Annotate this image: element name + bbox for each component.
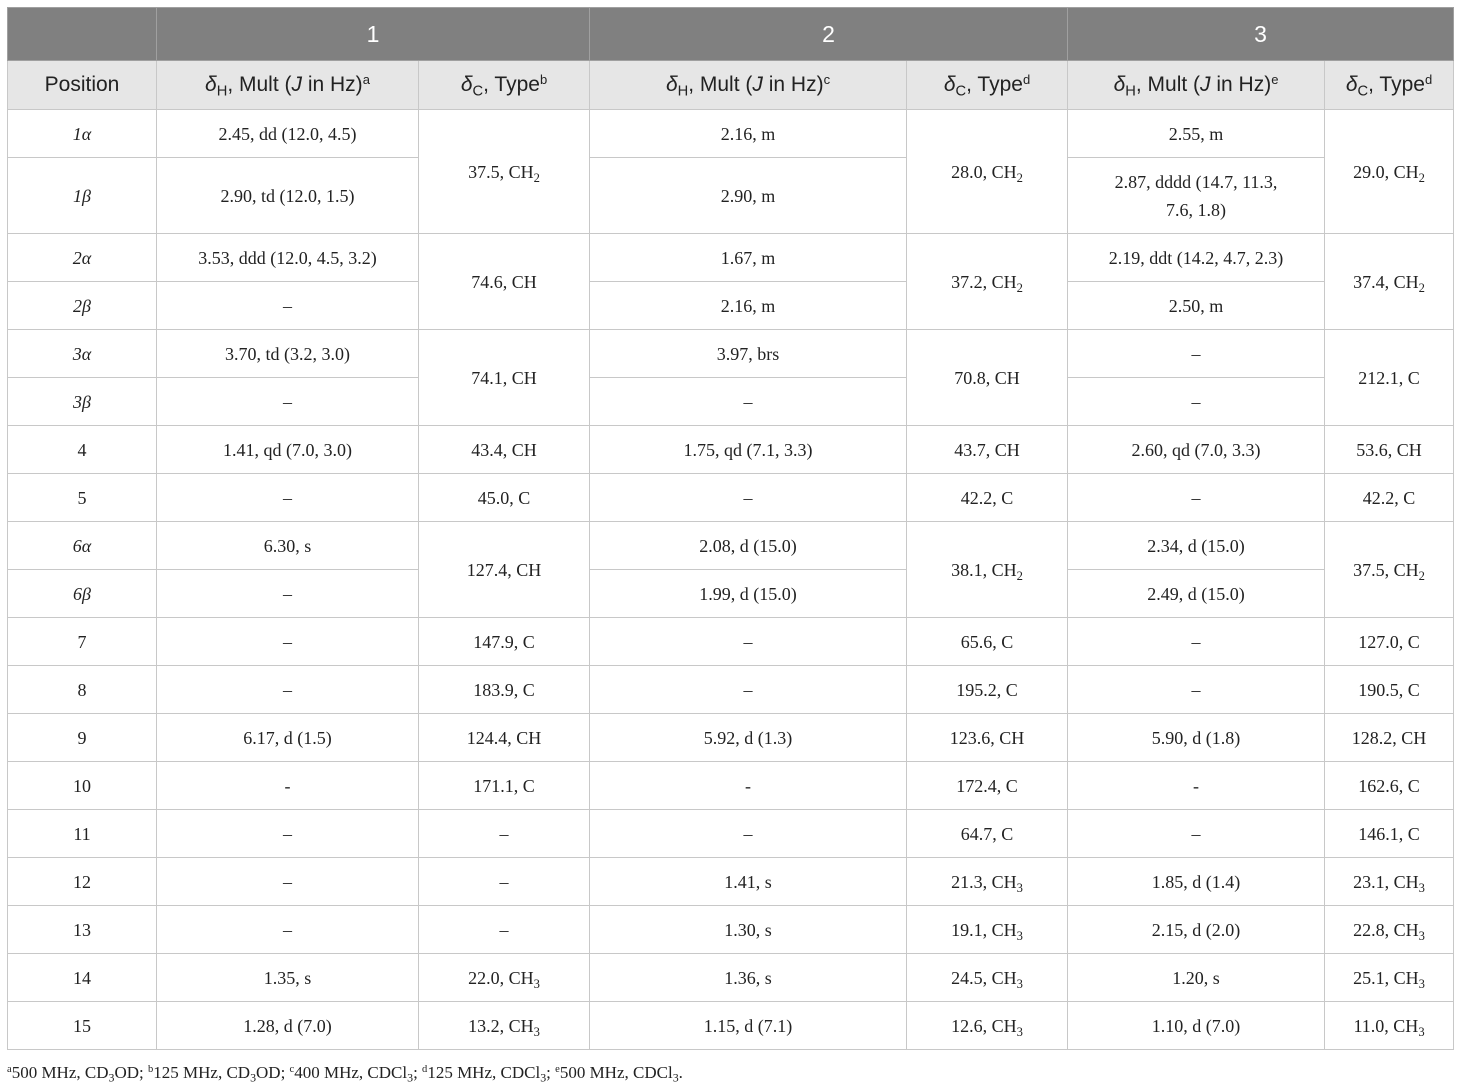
table-row bbox=[8, 714, 1454, 762]
dc-cell: 13.2, $CH_3$ bbox=[419, 1002, 590, 1050]
dc-cell: 127.0, C bbox=[1325, 618, 1454, 666]
dc-cell: 128.2, CH bbox=[1325, 714, 1454, 762]
position-cell: 6α bbox=[8, 522, 157, 570]
table-row bbox=[8, 618, 1454, 666]
dc-cell: 29.0, $CH_2$ bbox=[1325, 110, 1454, 234]
position-cell: 9 bbox=[8, 714, 157, 762]
dc-cell: 12.6, $CH_3$ bbox=[907, 1002, 1068, 1050]
dh-cell: 1.85, d (1.4) bbox=[1068, 858, 1325, 906]
dh-cell: 6.30, s bbox=[157, 522, 419, 570]
dh-cell: – bbox=[1068, 330, 1325, 378]
dh-cell: 2.60, qd (7.0, 3.3) bbox=[1068, 426, 1325, 474]
position-cell: 15 bbox=[8, 1002, 157, 1050]
dh-cell: – bbox=[157, 570, 419, 618]
position-cell: 10 bbox=[8, 762, 157, 810]
dc-cell: 172.4, C bbox=[907, 762, 1068, 810]
dh-cell: 2.45, dd (12.0, 4.5) bbox=[157, 110, 419, 158]
table-row bbox=[8, 954, 1454, 1002]
column-header-row bbox=[8, 61, 1454, 110]
table-row bbox=[8, 426, 1454, 474]
position-cell: 4 bbox=[8, 426, 157, 474]
dh-cell: 1.35, s bbox=[157, 954, 419, 1002]
position-cell: 2β bbox=[8, 282, 157, 330]
dc-header-2: $\delta_C$, Type$^d$ bbox=[907, 61, 1068, 110]
dh-cell: – bbox=[1068, 666, 1325, 714]
dh-cell: – bbox=[1068, 474, 1325, 522]
dc-cell: 53.6, CH bbox=[1325, 426, 1454, 474]
dh-cell: - bbox=[590, 762, 907, 810]
dc-cell: 183.9, C bbox=[419, 666, 590, 714]
dc-cell: 212.1, C bbox=[1325, 330, 1454, 426]
dc-cell: 74.6, CH bbox=[419, 234, 590, 330]
dc-cell: – bbox=[419, 810, 590, 858]
position-cell: 3α bbox=[8, 330, 157, 378]
dh-cell: 2.90, td (12.0, 1.5) bbox=[157, 158, 419, 234]
dc-cell: – bbox=[419, 858, 590, 906]
dc-cell: 19.1, $CH_3$ bbox=[907, 906, 1068, 954]
dc-cell: 37.5, $CH_2$ bbox=[1325, 522, 1454, 618]
dh-cell: – bbox=[157, 474, 419, 522]
dc-cell: 38.1, $CH_2$ bbox=[907, 522, 1068, 618]
dc-cell: 64.7, C bbox=[907, 810, 1068, 858]
dc-cell: 37.5, $CH_2$ bbox=[419, 110, 590, 234]
dh-cell: 2.15, d (2.0) bbox=[1068, 906, 1325, 954]
position-cell: 13 bbox=[8, 906, 157, 954]
dh-cell: 1.28, d (7.0) bbox=[157, 1002, 419, 1050]
dh-cell: 5.92, d (1.3) bbox=[590, 714, 907, 762]
dh-cell: 3.97, brs bbox=[590, 330, 907, 378]
position-cell: 7 bbox=[8, 618, 157, 666]
dc-cell: 195.2, C bbox=[907, 666, 1068, 714]
table-footnote: $^a$500 MHz, $CD_3OD$; $^b$125 MHz, $CD_3OD$; $^c$400 MHz, CDCl$_3$; $^d$125 MHz, CDCl$_3$; $^e$500 MHz, CDCl$_3$. bbox=[7, 1063, 683, 1085]
table-row bbox=[8, 666, 1454, 714]
dc-cell: 25.1, $CH_3$ bbox=[1325, 954, 1454, 1002]
dh-cell: – bbox=[157, 666, 419, 714]
table-row bbox=[8, 810, 1454, 858]
dc-cell: 70.8, CH bbox=[907, 330, 1068, 426]
table-row bbox=[8, 330, 1454, 378]
dc-cell: 22.0, $CH_3$ bbox=[419, 954, 590, 1002]
dc-cell: 37.2, $CH_2$ bbox=[907, 234, 1068, 330]
position-cell: 11 bbox=[8, 810, 157, 858]
dc-cell: 124.4, CH bbox=[419, 714, 590, 762]
position-cell: 6β bbox=[8, 570, 157, 618]
table-row bbox=[8, 1002, 1454, 1050]
dh-cell: – bbox=[157, 858, 419, 906]
dh-cell: 1.10, d (7.0) bbox=[1068, 1002, 1325, 1050]
table-row bbox=[8, 282, 1454, 330]
dc-cell: 190.5, C bbox=[1325, 666, 1454, 714]
position-cell: 14 bbox=[8, 954, 157, 1002]
table-row bbox=[8, 158, 1454, 234]
position-cell: 1α bbox=[8, 110, 157, 158]
dh-cell: 1.15, d (7.1) bbox=[590, 1002, 907, 1050]
dc-cell: 171.1, C bbox=[419, 762, 590, 810]
dh-cell: – bbox=[1068, 618, 1325, 666]
dc-header-3: $\delta_C$, Type$^d$ bbox=[1325, 61, 1454, 110]
dh-cell: 1.41, qd (7.0, 3.0) bbox=[157, 426, 419, 474]
dh-cell: 1.36, s bbox=[590, 954, 907, 1002]
dh-cell: 1.30, s bbox=[590, 906, 907, 954]
dc-cell: 162.6, C bbox=[1325, 762, 1454, 810]
dh-cell: – bbox=[590, 666, 907, 714]
dc-cell: 123.6, CH bbox=[907, 714, 1068, 762]
position-cell: 2α bbox=[8, 234, 157, 282]
table-row bbox=[8, 110, 1454, 158]
table-row bbox=[8, 570, 1454, 618]
dh-cell: 2.34, d (15.0) bbox=[1068, 522, 1325, 570]
dh-cell: 2.55, m bbox=[1068, 110, 1325, 158]
dh-header-2: $\delta_H$, Mult (J in Hz)$^c$ bbox=[590, 61, 907, 110]
dh-cell: – bbox=[590, 378, 907, 426]
dh-cell: 1.20, s bbox=[1068, 954, 1325, 1002]
dh-cell: – bbox=[157, 618, 419, 666]
dc-cell: 42.2, C bbox=[907, 474, 1068, 522]
dh-cell: 2.90, m bbox=[590, 158, 907, 234]
dh-cell: – bbox=[157, 282, 419, 330]
compound-2-header: 2 bbox=[590, 8, 1068, 61]
dh-cell: 2.08, d (15.0) bbox=[590, 522, 907, 570]
dc-cell: 11.0, $CH_3$ bbox=[1325, 1002, 1454, 1050]
table-row bbox=[8, 858, 1454, 906]
dh-cell: – bbox=[157, 810, 419, 858]
position-cell: 5 bbox=[8, 474, 157, 522]
dc-cell: 43.7, CH bbox=[907, 426, 1068, 474]
dc-cell: 146.1, C bbox=[1325, 810, 1454, 858]
dh-cell: 6.17, d (1.5) bbox=[157, 714, 419, 762]
dh-cell: - bbox=[1068, 762, 1325, 810]
dh-cell: – bbox=[1068, 378, 1325, 426]
header-corner bbox=[8, 8, 157, 61]
dh-cell: – bbox=[590, 474, 907, 522]
dc-cell: 23.1, $CH_3$ bbox=[1325, 858, 1454, 906]
dh-cell: – bbox=[1068, 810, 1325, 858]
position-cell: 8 bbox=[8, 666, 157, 714]
dc-cell: 28.0, $CH_2$ bbox=[907, 110, 1068, 234]
dh-cell: 1.75, qd (7.1, 3.3) bbox=[590, 426, 907, 474]
dc-cell: 74.1, CH bbox=[419, 330, 590, 426]
dh-cell: 1.67, m bbox=[590, 234, 907, 282]
dh-cell: 3.70, td (3.2, 3.0) bbox=[157, 330, 419, 378]
position-cell: 1β bbox=[8, 158, 157, 234]
compound-1-header: 1 bbox=[157, 8, 590, 61]
dc-cell: 127.4, CH bbox=[419, 522, 590, 618]
table-row bbox=[8, 234, 1454, 282]
dh-cell: 5.90, d (1.8) bbox=[1068, 714, 1325, 762]
dc-cell: 37.4, $CH_2$ bbox=[1325, 234, 1454, 330]
table-row bbox=[8, 906, 1454, 954]
dc-cell: 65.6, C bbox=[907, 618, 1068, 666]
dh-header-3: $\delta_H$, Mult (J in Hz)$^e$ bbox=[1068, 61, 1325, 110]
table-row bbox=[8, 522, 1454, 570]
dc-cell: – bbox=[419, 906, 590, 954]
table-row bbox=[8, 474, 1454, 522]
table-row bbox=[8, 378, 1454, 426]
dh-cell: 2.87, dddd (14.7, 11.3, 7.6, 1.8) bbox=[1068, 158, 1325, 234]
dc-cell: 147.9, C bbox=[419, 618, 590, 666]
dh-cell: – bbox=[590, 810, 907, 858]
dh-cell: – bbox=[157, 378, 419, 426]
dc-header-1: $\delta_C$, Type$^b$ bbox=[419, 61, 590, 110]
dh-cell: 2.49, d (15.0) bbox=[1068, 570, 1325, 618]
dh-cell: 2.19, ddt (14.2, 4.7, 2.3) bbox=[1068, 234, 1325, 282]
dh-cell: 3.53, ddd (12.0, 4.5, 3.2) bbox=[157, 234, 419, 282]
dh-cell: 1.99, d (15.0) bbox=[590, 570, 907, 618]
dc-cell: 43.4, CH bbox=[419, 426, 590, 474]
dc-cell: 22.8, $CH_3$ bbox=[1325, 906, 1454, 954]
position-header: Position bbox=[8, 61, 157, 110]
dh-cell: 2.16, m bbox=[590, 110, 907, 158]
dh-cell: – bbox=[590, 618, 907, 666]
table-row bbox=[8, 762, 1454, 810]
dc-cell: 24.5, $CH_3$ bbox=[907, 954, 1068, 1002]
dh-cell: – bbox=[157, 906, 419, 954]
dc-cell: 45.0, C bbox=[419, 474, 590, 522]
compound-3-header: 3 bbox=[1068, 8, 1454, 61]
dh-cell: 2.50, m bbox=[1068, 282, 1325, 330]
dc-cell: 42.2, C bbox=[1325, 474, 1454, 522]
dh-cell: 1.41, s bbox=[590, 858, 907, 906]
position-cell: 12 bbox=[8, 858, 157, 906]
dc-cell: 21.3, $CH_3$ bbox=[907, 858, 1068, 906]
dh-header-1: $\delta_H$, Mult (J in Hz)$^a$ bbox=[157, 61, 419, 110]
dh-cell: - bbox=[157, 762, 419, 810]
nmr-data-table bbox=[7, 7, 1454, 1050]
compound-header-row bbox=[8, 8, 1454, 61]
dh-cell: 2.16, m bbox=[590, 282, 907, 330]
position-cell: 3β bbox=[8, 378, 157, 426]
